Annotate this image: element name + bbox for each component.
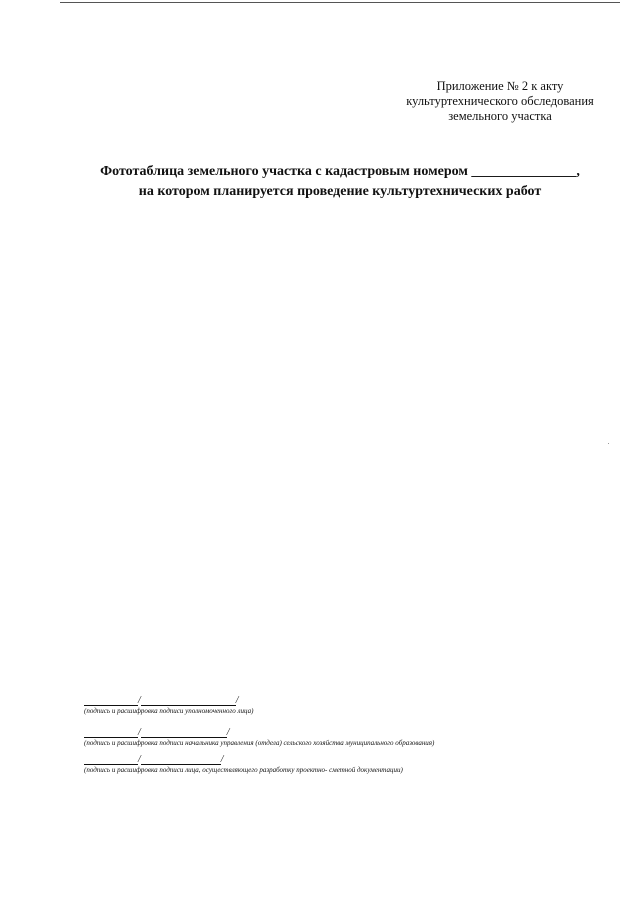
slash-separator: /: [138, 754, 141, 765]
slash-separator: /: [138, 695, 141, 706]
slash-separator: /: [138, 727, 141, 738]
title-line-1: Фототаблица земельного участка с кадастровым номером _______________,: [100, 164, 580, 179]
signature-caption: (подпись и расшифровка подписи уполномоченного лица): [84, 707, 254, 715]
appendix-note: [380, 79, 620, 124]
signature-blank: [84, 754, 138, 765]
signature-line: [84, 753, 403, 765]
name-blank: [141, 727, 227, 738]
appendix-line-2: культуртехнического обследования: [406, 94, 594, 108]
top-rule: [60, 2, 620, 3]
scan-speck: [608, 443, 609, 444]
signature-block-department-head: [84, 726, 434, 748]
signature-blank: [84, 695, 138, 706]
signature-block-authorized-person: [84, 694, 253, 716]
name-blank: [141, 695, 236, 706]
title-line-2: на котором планируется проведение культуртехнических работ: [138, 184, 542, 199]
signature-block-estimate-developer: [84, 753, 403, 775]
slash-separator: /: [235, 695, 239, 706]
document-title: [70, 162, 610, 202]
appendix-line-3: земельного участка: [448, 109, 552, 123]
signature-blank: [84, 727, 138, 738]
slash-separator: /: [226, 727, 230, 738]
signature-caption: (подпись и расшифровка подписи начальника управления (отдела) сельского хозяйства муниципального образования): [84, 739, 435, 747]
slash-separator: /: [220, 754, 224, 765]
signature-caption: (подпись и расшифровка подписи лица, осуществляющего разработку проектно- сметной документации): [84, 766, 403, 774]
name-blank: [141, 754, 221, 765]
signature-line: [84, 726, 434, 738]
signature-line: [84, 694, 253, 706]
appendix-line-1: Приложение № 2 к акту: [436, 79, 564, 93]
